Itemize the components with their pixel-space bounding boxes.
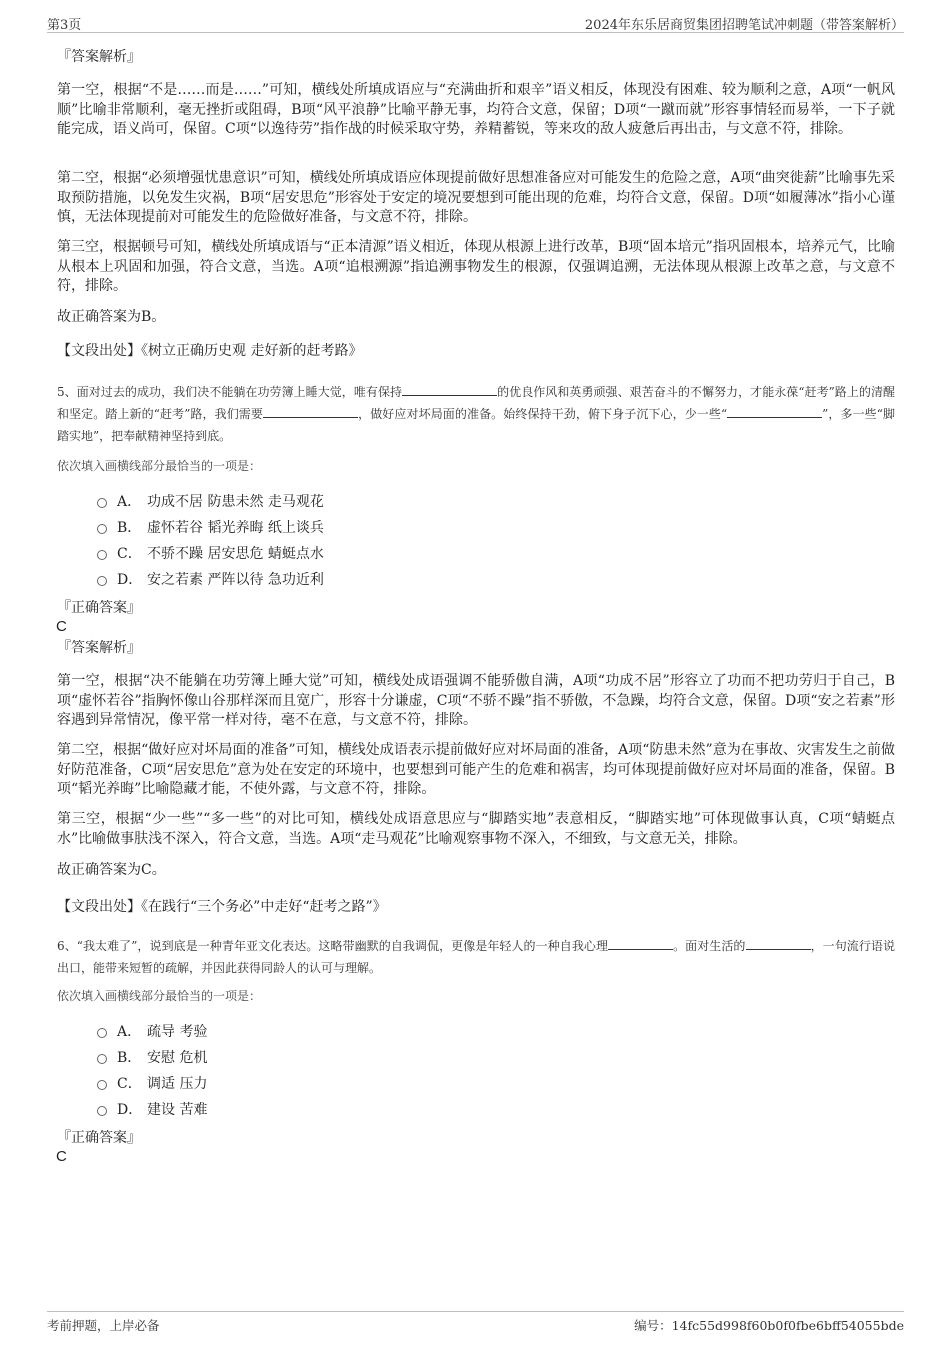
radio-icon[interactable] — [97, 550, 107, 560]
explanation-paragraph: 第三空，根据顿号可知，横线处所填成语与“正本清源”语义相近，体现从根源上进行改革，B项“固本培元”指巩固根本，培养元气，比喻从根本上巩固和加强，符合文意，当选。A项“追根溯源”指追溯事物发生的根源，仅强调追溯，无法体现从根源上改革之意，与文意不符，排除。 — [57, 239, 895, 294]
page-footer — [47, 1311, 904, 1336]
blank — [746, 937, 811, 950]
question-5-text: 5、面对过去的成功，我们决不能躺在功劳簿上睡大觉，唯有保持 的优良作风和英勇顽强、艰苦奋斗的不懈努力，才能永葆“赶考”路上的清醒和坚定。踏上新的“赶考”路，我们需要 ，做好应对坏局面的准备。始终保持干劲，俯下身子沉下心，少一些“ ”，多一些“脚踏实地”，把奉献精神坚持到底。 — [57, 385, 895, 443]
explanation-paragraph: 第一空，根据“不是……而是……”可知，横线处所填成语应与“充满曲折和艰辛”语义相反，体现没有困难、较为顺利之意，A项“一帆风顺”比喻非常顺利，毫无挫折或阻碍，B项“风平浪静”比喻平静无事，均符合文意，保留；D项“一蹴而就”形容事情轻而易举，一下子就能完成，语义尚可，保留。C项“以逸待劳”指作战的时候采取守势，养精蓄锐，等来攻的敌人疲惫后再出击，与文意不符，排除。 — [57, 82, 895, 137]
option-d[interactable]: D． 安之若素 严阵以待 急功近利 — [97, 570, 324, 590]
explanation-paragraph: 第一空，根据“决不能躺在功劳簿上睡大觉”可知，横线处成语强调不能骄傲自满，A项“功成不居”形容立了功而不把功劳归于自己，B项“虚怀若谷”指胸怀像山谷那样深而且宽广，形容十分谦虚，C项“不骄不躁”指不骄傲，不急躁，均符合文意，保留。D项“安之若素”形容遇到异常情况，像平常一样对待，毫不在意，与文意不符，排除。 — [57, 673, 895, 728]
source-citation: 【文段出处】《树立正确历史观 走好新的赶考路》 — [57, 343, 363, 359]
option-b[interactable]: B． 安慰 危机 — [97, 1048, 207, 1068]
radio-icon[interactable] — [97, 1080, 107, 1090]
option-c[interactable]: C． 不骄不躁 居安思危 蜻蜓点水 — [97, 544, 324, 564]
correct-answer-label: 『正确答案』 — [57, 600, 141, 616]
explanation-label: 『答案解析』 — [57, 49, 141, 65]
blank — [402, 383, 497, 396]
question-instruction: 依次填入画横线部分最恰当的一项是： — [57, 989, 262, 1003]
option-b[interactable]: B． 虚怀若谷 韬光养晦 纸上谈兵 — [97, 518, 324, 538]
explanation-paragraph: 第二空，根据“做好应对坏局面的准备”可知，横线处成语表示提前做好应对坏局面的准备，A项“防患未然”意为在事故、灾害发生之前做好防范准备，C项“居安思危”意为处在安定的环境中，也要想到可能产生的危难和祸害，均可体现提前做好应对坏局面的准备，保留。B项“韬光养晦”比喻隐藏才能，不使外露，与文意不符，排除。 — [57, 742, 895, 797]
correct-answer-label: 『正确答案』 — [57, 1130, 141, 1146]
radio-icon[interactable] — [97, 498, 107, 508]
option-c[interactable]: C． 调适 压力 — [97, 1074, 207, 1094]
radio-icon[interactable] — [97, 524, 107, 534]
correct-answer: C — [56, 1148, 67, 1165]
question-instruction: 依次填入画横线部分最恰当的一项是： — [57, 459, 262, 473]
radio-icon[interactable] — [97, 1028, 107, 1038]
footer-slogan: 考前押题，上岸必备 — [47, 1318, 160, 1333]
explanation-label: 『答案解析』 — [57, 640, 141, 656]
document-title: 2024年东乐居商贸集团招聘笔试冲刺题（带答案解析） — [584, 18, 904, 33]
document-id: 编号：14fc55d998f60b0f0fbe6bff54055bde — [634, 1318, 904, 1333]
radio-icon[interactable] — [97, 576, 107, 586]
source-citation: 【文段出处】《在践行“三个务必”中走好“赶考之路”》 — [57, 899, 387, 915]
conclusion: 故正确答案为B。 — [57, 309, 166, 325]
blank — [608, 937, 673, 950]
radio-icon[interactable] — [97, 1106, 107, 1116]
question-6-text: 6、“我太难了”，说到底是一种青年亚文化表达。这略带幽默的自我调侃，更像是年轻人的一种自我心理 。面对生活的 ，一句流行语说出口，能带来短暂的疏解，并因此获得同龄人的认可与理解。 — [57, 939, 895, 975]
page-number: 第3页 — [47, 18, 82, 33]
conclusion: 故正确答案为C。 — [57, 862, 166, 878]
radio-icon[interactable] — [97, 1054, 107, 1064]
option-a[interactable]: A． 功成不居 防患未然 走马观花 — [97, 492, 324, 512]
option-d[interactable]: D． 建设 苦难 — [97, 1100, 207, 1120]
page-header — [47, 12, 904, 33]
explanation-paragraph: 第三空，根据“少一些”“多一些”的对比可知，横线处成语意思应与“脚踏实地”表意相反，“脚踏实地”可体现做事认真，C项“蜻蜓点水”比喻做事肤浅不深入，符合文意，当选。A项“走马观花”比喻观察事物不深入，不细致，与文意无关，排除。 — [57, 811, 895, 847]
explanation-paragraph: 第二空，根据“必须增强忧患意识”可知，横线处所填成语应体现提前做好思想准备应对可能发生的危险之意，A项“曲突徙薪”比喻事先采取预防措施，以免发生灾祸，B项“居安思危”形容处于安定的境况要想到可能出现的危难，均符合文意，保留。D项“如履薄冰”指小心谨慎，无法体现提前对可能发生的危险做好准备，与文意不符，排除。 — [57, 170, 895, 225]
correct-answer: C — [56, 618, 67, 635]
option-a[interactable]: A． 疏导 考验 — [97, 1022, 207, 1042]
blank — [263, 405, 358, 418]
blank — [727, 405, 822, 418]
